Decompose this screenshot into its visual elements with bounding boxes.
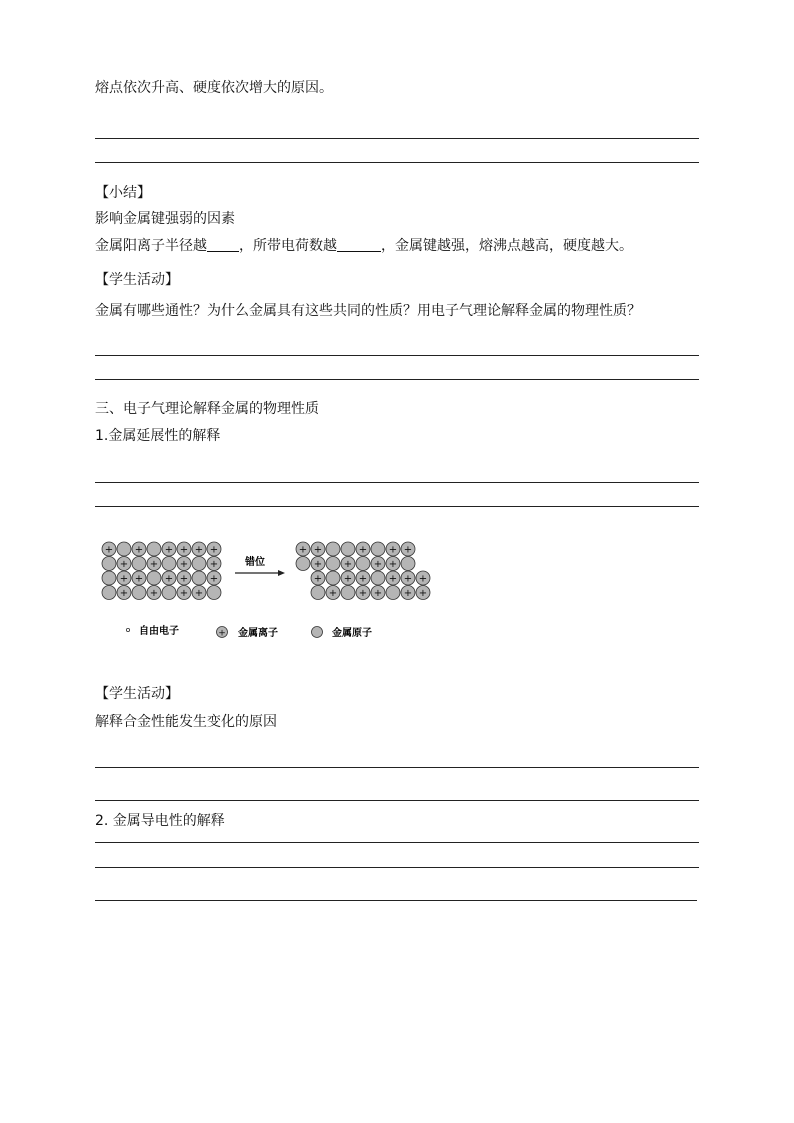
fill-blank-radius[interactable] <box>207 237 239 252</box>
activity-heading: 【学生活动】 <box>95 272 179 288</box>
plus-icon: + <box>209 559 219 570</box>
metal-atom-icon <box>311 586 325 600</box>
free-electron-icon <box>126 628 129 631</box>
answer-line <box>95 900 697 901</box>
metal-atom-icon <box>147 542 161 556</box>
plus-icon: + <box>343 573 353 585</box>
plus-icon: + <box>104 544 114 556</box>
metal-atom-icon <box>192 571 206 585</box>
metal-atom-icon <box>296 557 310 571</box>
metal-atom-icon <box>356 557 370 571</box>
lattice-after <box>296 542 430 600</box>
answer-line <box>95 482 699 483</box>
plus-icon: + <box>343 559 353 570</box>
factors-sentence <box>95 237 633 255</box>
plus-icon: + <box>119 588 129 599</box>
plus-icon: + <box>179 559 189 570</box>
metal-atom-icon <box>117 542 131 556</box>
plus-icon: + <box>149 559 159 570</box>
plus-icon: + <box>209 573 219 585</box>
plus-icon: + <box>328 588 338 599</box>
answer-line <box>95 767 699 768</box>
plus-icon: + <box>194 544 204 556</box>
section-heading: 三、电子气理论解释金属的物理性质 <box>95 401 319 417</box>
plus-icon: + <box>388 544 398 556</box>
plus-icon: + <box>298 544 308 556</box>
activity-heading: 【学生活动】 <box>95 686 179 702</box>
metal-atom-icon <box>102 557 116 571</box>
plus-icon: + <box>403 588 413 599</box>
plus-icon: + <box>134 544 144 556</box>
metal-atom-icon <box>401 557 415 571</box>
metal-atom-icon <box>371 571 385 585</box>
factors-text-a: 金属阳离子半径越 <box>95 238 207 254</box>
metal-atom-icon <box>102 586 116 600</box>
arrow-label: 错位 <box>245 557 265 568</box>
answer-line <box>95 379 699 380</box>
metal-atom-icon <box>326 542 340 556</box>
plus-icon: + <box>134 573 144 585</box>
plus-icon: + <box>164 573 174 585</box>
item-heading: 2. 金属导电性的解释 <box>95 813 225 829</box>
answer-line <box>95 506 699 507</box>
legend-metal-ion: 金属离子 <box>238 628 278 639</box>
text-line-melting-point: 熔点依次升高、硬度依次增大的原因。 <box>95 80 333 96</box>
plus-icon: + <box>418 573 428 585</box>
metal-atom-icon <box>132 586 146 600</box>
plus-icon: + <box>313 573 323 585</box>
metal-atom-icon <box>162 586 176 600</box>
answer-line <box>95 842 699 843</box>
plus-icon: + <box>119 559 129 570</box>
plus-icon: + <box>179 544 189 556</box>
plus-icon: + <box>358 588 368 599</box>
plus-icon: + <box>179 573 189 585</box>
plus-icon: + <box>164 544 174 556</box>
plus-icon: + <box>388 573 398 585</box>
plus-icon: + <box>373 559 383 570</box>
factors-text-c: ，金属键越强，熔沸点越高，硬度越大。 <box>381 238 633 254</box>
plus-icon: + <box>218 628 226 639</box>
answer-line <box>95 867 699 868</box>
plus-icon: + <box>313 559 323 570</box>
summary-heading: 【小结】 <box>95 185 151 201</box>
metal-atom-icon <box>147 571 161 585</box>
question-text: 金属有哪些通性？为什么金属具有这些共同的性质？用电子气理论解释金属的物理性质？ <box>95 303 641 319</box>
answer-line <box>95 800 699 801</box>
plus-icon: + <box>418 588 428 599</box>
plus-icon: + <box>403 544 413 556</box>
plus-icon: + <box>388 559 398 570</box>
lattice-before <box>102 542 221 600</box>
plus-icon: + <box>149 588 159 599</box>
item-heading: 1.金属延展性的解释 <box>95 428 221 444</box>
answer-line <box>95 162 699 163</box>
dislocation-figure <box>95 535 428 645</box>
fill-blank-charge[interactable] <box>337 237 381 252</box>
question-text: 解释合金性能发生变化的原因 <box>95 714 277 730</box>
plus-icon: + <box>358 544 368 556</box>
metal-atom-icon <box>386 586 400 600</box>
plus-icon: + <box>179 588 189 599</box>
metal-atom-icon <box>312 627 323 638</box>
metal-atom-icon <box>341 542 355 556</box>
legend-metal-atom: 金属原子 <box>332 628 372 639</box>
plus-icon: + <box>358 573 368 585</box>
answer-line <box>95 138 699 139</box>
metal-atom-icon <box>341 586 355 600</box>
metal-atom-icon <box>371 542 385 556</box>
metal-atom-icon <box>102 571 116 585</box>
metal-atom-icon <box>326 571 340 585</box>
plus-icon: + <box>194 588 204 599</box>
plus-icon: + <box>403 573 413 585</box>
factors-heading: 影响金属键强弱的因素 <box>95 211 235 227</box>
metal-atom-icon <box>192 557 206 571</box>
plus-icon: + <box>209 544 219 556</box>
metal-atom-icon <box>162 557 176 571</box>
legend <box>126 624 372 639</box>
factors-text-b: ，所带电荷数越 <box>239 238 337 254</box>
plus-icon: + <box>313 544 323 556</box>
arrow-icon <box>235 570 285 576</box>
metal-atom-icon <box>207 586 221 600</box>
metal-atom-icon <box>132 557 146 571</box>
plus-icon: + <box>119 573 129 585</box>
plus-icon: + <box>373 588 383 599</box>
legend-free-electron: 自由电子 <box>139 626 179 637</box>
metal-atom-icon <box>326 557 340 571</box>
answer-line <box>95 355 699 356</box>
